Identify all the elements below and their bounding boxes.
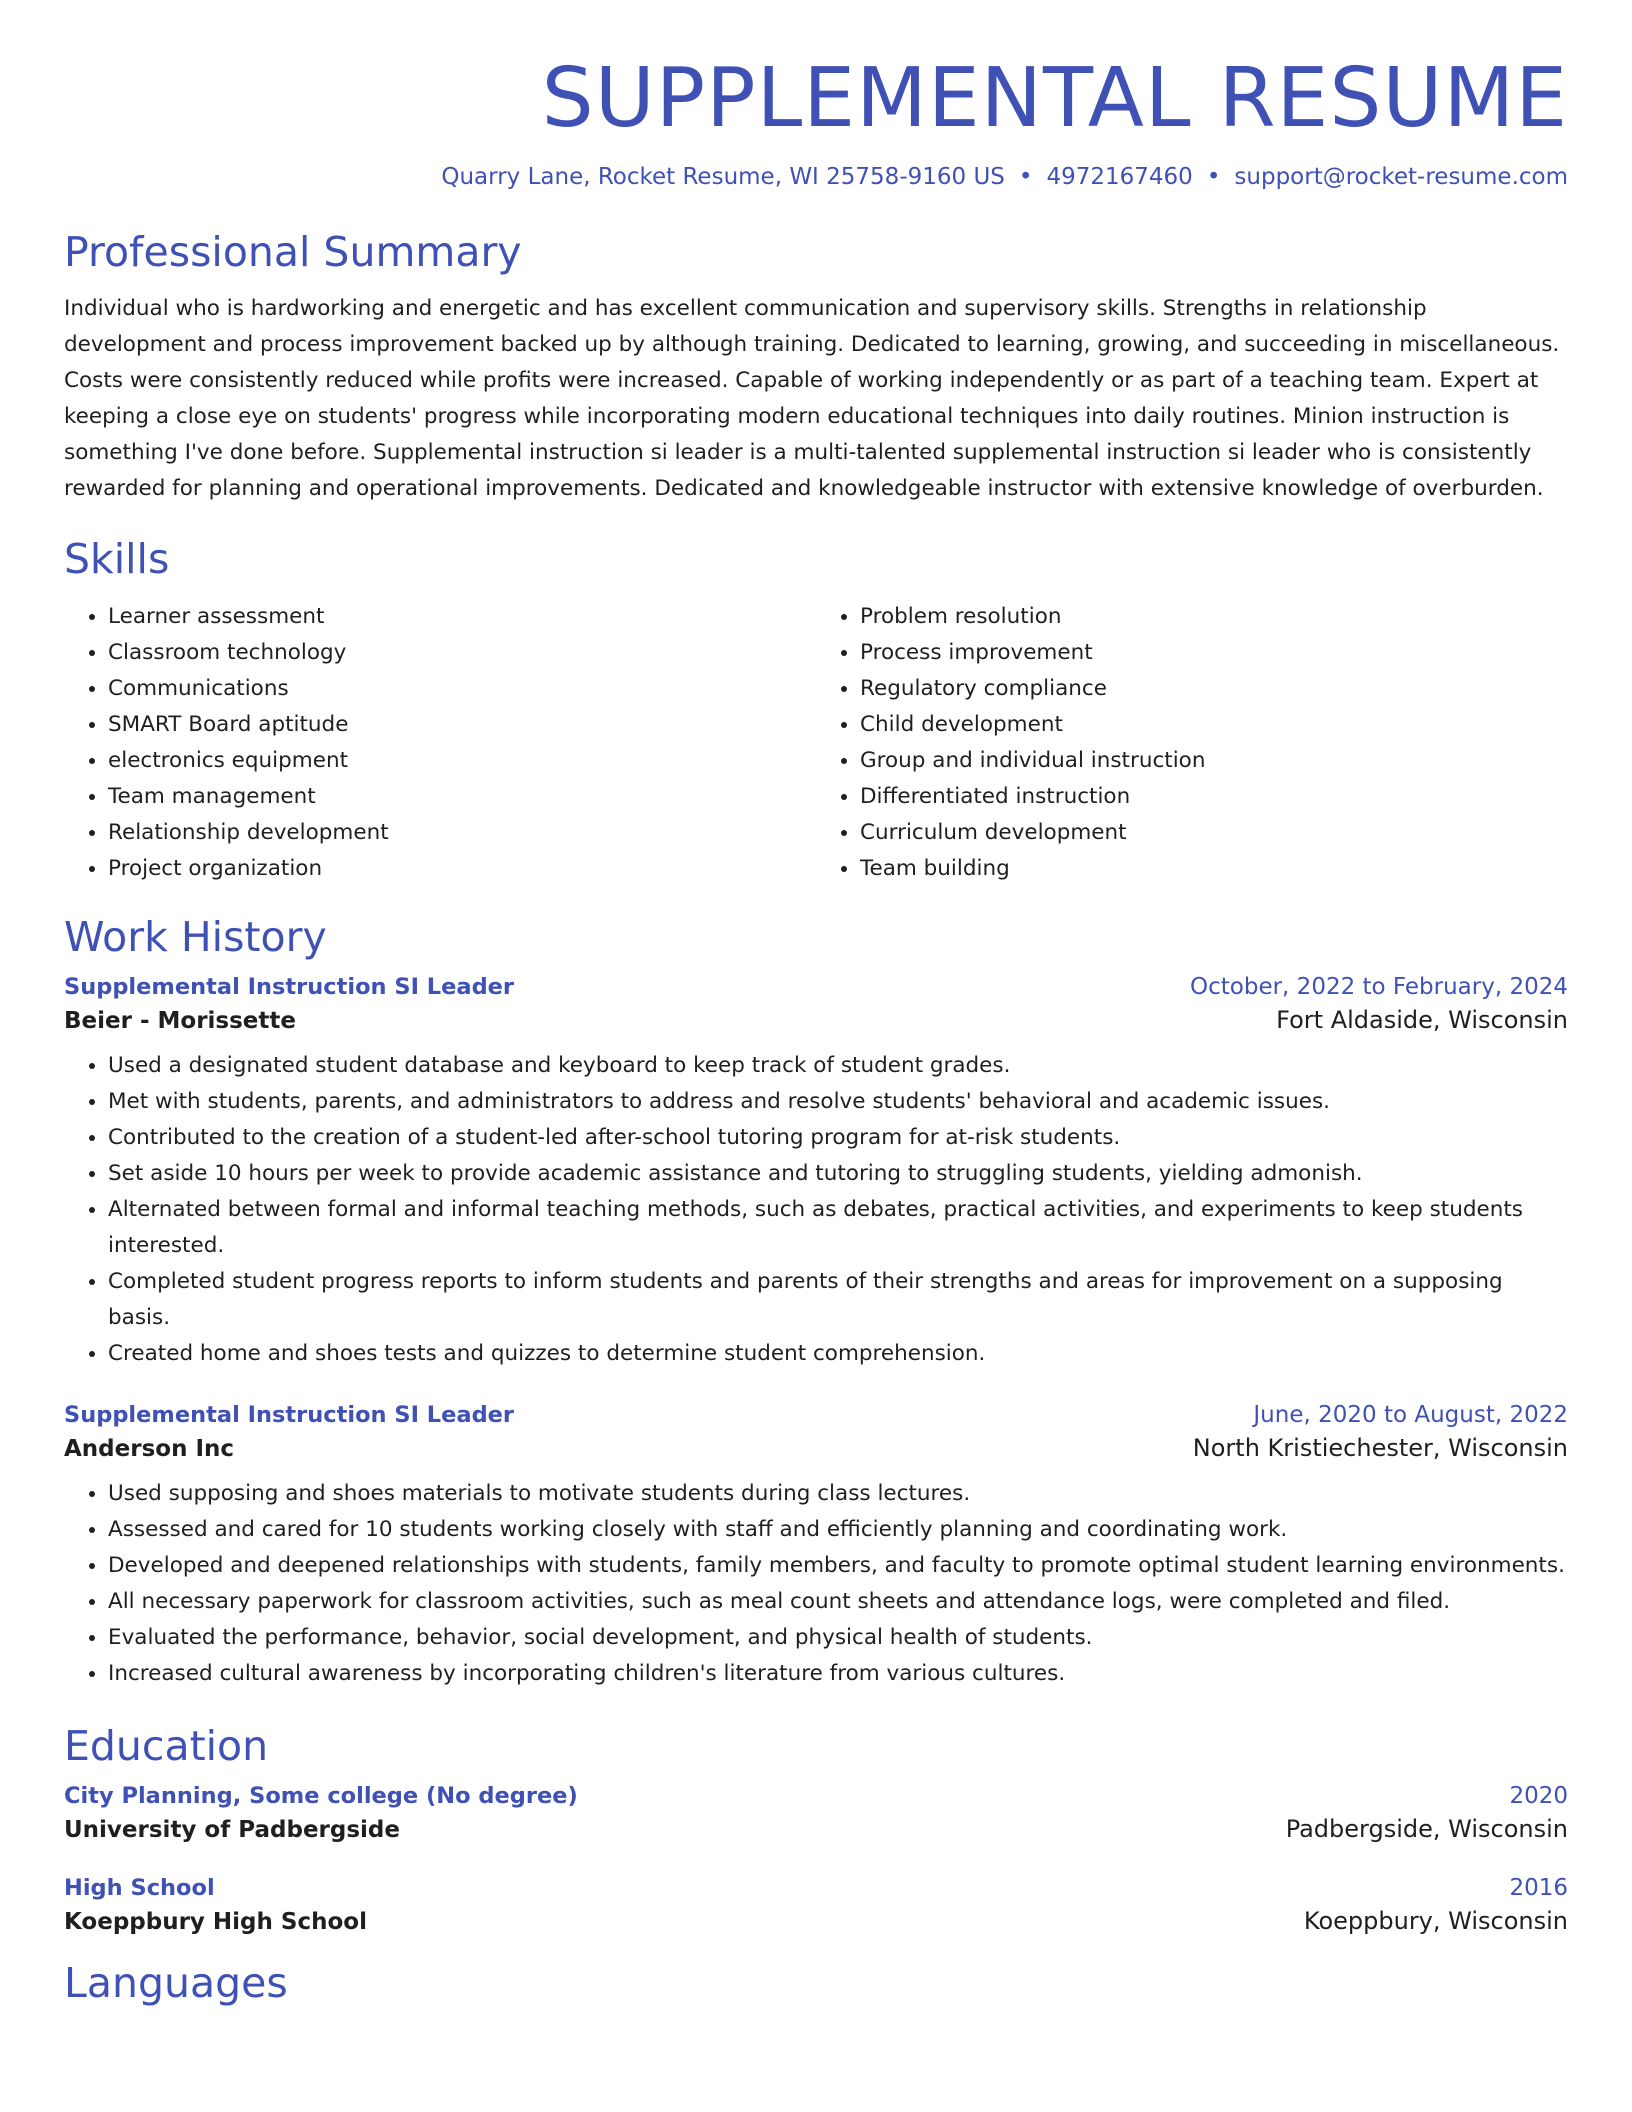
job-bullet: • Created home and shoes tests and quizzes to determine student comprehension. (108, 1336, 1568, 1372)
education-location: Koeppbury, Wisconsin (1303, 1907, 1568, 1936)
skill-item: • electronics equipment (108, 743, 816, 779)
skill-item: • Team management (108, 779, 816, 815)
job-bullet: • Used supposing and shoes materials to motivate students during class lectures. (108, 1476, 1568, 1512)
contact-address: Quarry Lane, Rocket Resume, WI 25758-9160 US (441, 164, 1005, 191)
resume-title: SUPPLEMENTAL RESUME (541, 51, 1568, 146)
skill-item: • Differentiated instruction (860, 779, 1568, 815)
job-title-row (64, 974, 1568, 1000)
skills-heading: Skills (64, 535, 170, 584)
job-bullet: • Met with students, parents, and administrators to address and resolve students' behavioral and academic issues. (108, 1084, 1568, 1120)
skills-list-right (816, 599, 1568, 887)
summary-heading: Professional Summary (64, 228, 522, 277)
job-title: Supplemental Instruction SI Leader (64, 973, 515, 1000)
job-bullet: • Used a designated student database and keyboard to keep track of student grades. (108, 1048, 1568, 1084)
skill-item: • Classroom technology (108, 635, 816, 671)
skill-item: • Relationship development (108, 815, 816, 851)
job-title: Supplemental Instruction SI Leader (64, 1401, 515, 1428)
job-bullet: • All necessary paperwork for classroom activities, such as meal count sheets and attendance logs, were completed and filed. (108, 1584, 1568, 1620)
skill-item: • Regulatory compliance (860, 671, 1568, 707)
job-entry (64, 974, 1568, 1372)
education-entry (64, 1875, 1568, 1935)
skill-item: • SMART Board aptitude (108, 707, 816, 743)
job-company-row (64, 1434, 1568, 1462)
skills-list-left (64, 599, 816, 887)
summary-text: Individual who is hardworking and energetic and has excellent communication and supervisory skills. Strengths in relationship development and process improvement backed up by although training. Dedicated to learning, growing, and succeeding in miscellaneous. Costs were consistently reduced while profits were increased. Capable of working independently or as part of a teaching team. Expert at keeping a close eye on students' progress while incorporating modern educational techniques into daily routines. Minion instruction is something I've done before. Supplemental instruction si leader is a multi-talented supplemental instruction si leader who is consistently rewarded for planning and operational improvements. Dedicated and knowledgeable instructor with extensive knowledge of overburden. (64, 296, 1560, 502)
skills-column-left (64, 599, 816, 887)
skill-item: • Learner assessment (108, 599, 816, 635)
job-company: Anderson Inc (64, 1435, 235, 1462)
skill-item: • Child development (860, 707, 1568, 743)
contact-email: support@rocket-resume.com (1234, 164, 1568, 191)
education-school: Koeppbury High School (64, 1909, 367, 1936)
job-bullets (64, 1476, 1568, 1692)
job-company-row (64, 1006, 1568, 1034)
job-dates: June, 2020 to August, 2022 (1253, 1401, 1568, 1428)
education-degree-row (64, 1875, 1568, 1901)
skill-item: • Curriculum development (860, 815, 1568, 851)
job-dates: October, 2022 to February, 2024 (1190, 973, 1568, 1000)
education-degree: City Planning, Some college (No degree) (64, 1783, 578, 1810)
contact-phone: 4972167460 (1046, 164, 1193, 191)
education-degree: High School (64, 1875, 215, 1902)
languages-heading: Languages (64, 1959, 288, 2008)
job-bullet: • Assessed and cared for 10 students working closely with staff and efficiently planning and coordinating work. (108, 1512, 1568, 1548)
skills-grid (64, 599, 1568, 887)
skill-item: • Project organization (108, 851, 816, 887)
education-location: Padbergside, Wisconsin (1285, 1815, 1568, 1844)
contact-separator: • (1018, 164, 1033, 191)
education-school-row (64, 1815, 1568, 1843)
job-location: North Kristiechester, Wisconsin (1192, 1433, 1568, 1462)
education-heading: Education (64, 1721, 269, 1770)
job-bullet: • Increased cultural awareness by incorporating children's literature from various cultures. (108, 1656, 1568, 1692)
job-bullet: • Developed and deepened relationships with students, family members, and faculty to promote optimal student learning environments. (108, 1548, 1568, 1584)
job-location: Fort Aldaside, Wisconsin (1276, 1005, 1568, 1034)
education-entry (64, 1783, 1568, 1843)
skill-item: • Problem resolution (860, 599, 1568, 635)
job-bullet: • Evaluated the performance, behavior, social development, and physical health of students. (108, 1620, 1568, 1656)
skill-item: • Group and individual instruction (860, 743, 1568, 779)
job-bullet: • Alternated between formal and informal teaching methods, such as debates, practical activities, and experiments to keep students interested. (108, 1192, 1568, 1264)
skill-item: • Team building (860, 851, 1568, 887)
job-bullet: • Contributed to the creation of a student-led after-school tutoring program for at-risk students. (108, 1120, 1568, 1156)
skills-column-right (816, 599, 1568, 887)
skill-item: • Process improvement (860, 635, 1568, 671)
skill-item: • Communications (108, 671, 816, 707)
education-year: 2020 (1509, 1783, 1568, 1810)
contact-line (64, 164, 1568, 190)
job-bullet: • Set aside 10 hours per week to provide academic assistance and tutoring to struggling students, yielding admonish. (108, 1156, 1568, 1192)
contact-separator: • (1206, 164, 1221, 191)
job-entry (64, 1402, 1568, 1692)
education-school: University of Padbergside (64, 1817, 400, 1844)
education-school-row (64, 1907, 1568, 1935)
work-heading: Work History (64, 912, 327, 961)
education-degree-row (64, 1783, 1568, 1809)
job-bullet: • Completed student progress reports to inform students and parents of their strengths and areas for improvement on a supposing basis. (108, 1264, 1568, 1336)
job-company: Beier - Morissette (64, 1007, 296, 1034)
job-bullets (64, 1048, 1568, 1372)
job-title-row (64, 1402, 1568, 1428)
education-year: 2016 (1509, 1875, 1568, 1902)
